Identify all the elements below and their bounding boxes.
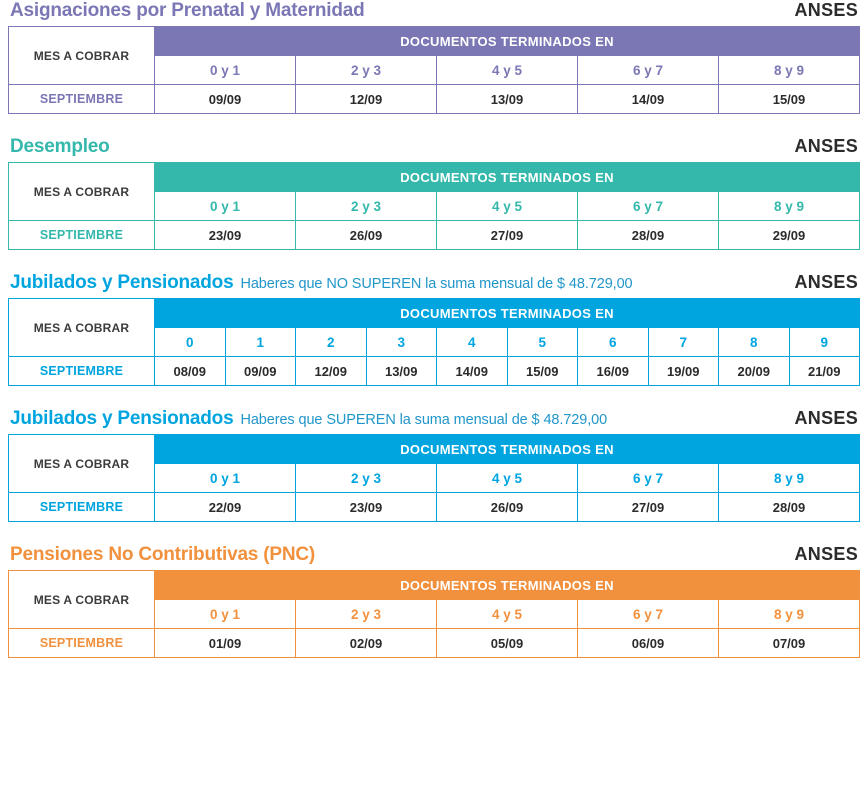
section-header-left xyxy=(10,0,365,22)
section-spacer xyxy=(0,250,868,272)
payment-date: 09/09 xyxy=(225,357,296,386)
payment-section xyxy=(0,544,868,658)
document-ending-digits: 8 y 9 xyxy=(719,192,860,221)
anses-logo: ANSES xyxy=(794,0,858,20)
documentos-terminados-header: DOCUMENTOS TERMINADOS EN xyxy=(155,571,860,600)
document-ending-digits: 7 xyxy=(648,328,719,357)
section-header xyxy=(8,408,860,434)
payment-date: 13/09 xyxy=(437,85,578,114)
document-ending-digits: 9 xyxy=(789,328,860,357)
document-ending-digits: 8 y 9 xyxy=(719,56,860,85)
document-ending-digits: 2 y 3 xyxy=(296,600,437,629)
section-title: Jubilados y Pensionados xyxy=(10,272,234,293)
anses-logo: ANSES xyxy=(794,408,858,428)
document-ending-digits: 4 y 5 xyxy=(437,464,578,493)
table-row xyxy=(9,435,860,464)
document-ending-digits: 6 y 7 xyxy=(578,56,719,85)
document-ending-digits: 0 y 1 xyxy=(155,600,296,629)
payment-date: 29/09 xyxy=(719,221,860,250)
document-ending-digits: 0 xyxy=(155,328,226,357)
document-ending-digits: 0 y 1 xyxy=(155,56,296,85)
document-ending-digits: 2 y 3 xyxy=(296,192,437,221)
payment-section xyxy=(0,0,868,114)
table-row xyxy=(9,163,860,192)
payment-date: 26/09 xyxy=(296,221,437,250)
section-spacer xyxy=(0,522,868,544)
section-header xyxy=(8,136,860,162)
payment-date: 28/09 xyxy=(578,221,719,250)
payment-date: 16/09 xyxy=(578,357,649,386)
payment-date: 05/09 xyxy=(437,629,578,658)
payment-date: 08/09 xyxy=(155,357,226,386)
document-ending-digits: 5 xyxy=(507,328,578,357)
document-ending-digits: 3 xyxy=(366,328,437,357)
document-ending-digits: 8 y 9 xyxy=(719,464,860,493)
section-spacer xyxy=(0,386,868,408)
mes-a-cobrar-header: MES A COBRAR xyxy=(9,299,155,357)
mes-a-cobrar-header: MES A COBRAR xyxy=(9,571,155,629)
table-row xyxy=(9,221,860,250)
section-subtitle: Haberes que SUPEREN la suma mensual de $ 48.729,00 xyxy=(240,412,608,428)
section-title: Pensiones No Contributivas (PNC) xyxy=(10,544,316,565)
payment-date: 28/09 xyxy=(719,493,860,522)
payment-section xyxy=(0,136,868,250)
documentos-terminados-header: DOCUMENTOS TERMINADOS EN xyxy=(155,435,860,464)
mes-a-cobrar-header: MES A COBRAR xyxy=(9,163,155,221)
document-ending-digits: 4 y 5 xyxy=(437,192,578,221)
section-header xyxy=(8,272,860,298)
payment-section xyxy=(0,272,868,386)
document-ending-digits: 8 xyxy=(719,328,790,357)
payment-date: 27/09 xyxy=(578,493,719,522)
section-title: Jubilados y Pensionados xyxy=(10,408,234,429)
mes-a-cobrar-value: SEPTIEMBRE xyxy=(9,629,155,658)
payment-date: 19/09 xyxy=(648,357,719,386)
payment-date: 13/09 xyxy=(366,357,437,386)
document-ending-digits: 6 y 7 xyxy=(578,464,719,493)
anses-logo: ANSES xyxy=(794,272,858,292)
section-header xyxy=(8,544,860,570)
document-ending-digits: 4 y 5 xyxy=(437,600,578,629)
payment-date: 23/09 xyxy=(155,221,296,250)
section-header-left xyxy=(10,272,633,294)
table-row xyxy=(9,629,860,658)
mes-a-cobrar-header: MES A COBRAR xyxy=(9,27,155,85)
payment-table xyxy=(8,434,860,522)
table-row xyxy=(9,85,860,114)
document-ending-digits: 4 y 5 xyxy=(437,56,578,85)
document-ending-digits: 6 y 7 xyxy=(578,192,719,221)
payment-table xyxy=(8,26,860,114)
table-row xyxy=(9,299,860,328)
payment-date: 09/09 xyxy=(155,85,296,114)
anses-logo: ANSES xyxy=(794,136,858,156)
payment-date: 12/09 xyxy=(296,357,367,386)
section-header xyxy=(8,0,860,26)
payment-date: 20/09 xyxy=(719,357,790,386)
table-row xyxy=(9,27,860,56)
document-ending-digits: 2 xyxy=(296,328,367,357)
mes-a-cobrar-value: SEPTIEMBRE xyxy=(9,85,155,114)
anses-logo: ANSES xyxy=(794,544,858,564)
payment-date: 07/09 xyxy=(719,629,860,658)
documentos-terminados-header: DOCUMENTOS TERMINADOS EN xyxy=(155,299,860,328)
section-header-left xyxy=(10,408,607,430)
payment-date: 14/09 xyxy=(578,85,719,114)
payment-date: 15/09 xyxy=(507,357,578,386)
documentos-terminados-header: DOCUMENTOS TERMINADOS EN xyxy=(155,163,860,192)
payment-date: 23/09 xyxy=(296,493,437,522)
table-row xyxy=(9,493,860,522)
payment-date: 26/09 xyxy=(437,493,578,522)
table-row xyxy=(9,571,860,600)
document-ending-digits: 0 y 1 xyxy=(155,464,296,493)
mes-a-cobrar-value: SEPTIEMBRE xyxy=(9,493,155,522)
payment-date: 12/09 xyxy=(296,85,437,114)
table-row xyxy=(9,357,860,386)
payment-table xyxy=(8,570,860,658)
payment-date: 01/09 xyxy=(155,629,296,658)
mes-a-cobrar-header: MES A COBRAR xyxy=(9,435,155,493)
payment-date: 02/09 xyxy=(296,629,437,658)
payment-date: 06/09 xyxy=(578,629,719,658)
document-ending-digits: 0 y 1 xyxy=(155,192,296,221)
document-ending-digits: 2 y 3 xyxy=(296,56,437,85)
section-title: Desempleo xyxy=(10,136,110,157)
section-header-left xyxy=(10,136,110,158)
document-ending-digits: 4 xyxy=(437,328,508,357)
payment-table xyxy=(8,162,860,250)
section-header-left xyxy=(10,544,315,566)
mes-a-cobrar-value: SEPTIEMBRE xyxy=(9,357,155,386)
mes-a-cobrar-value: SEPTIEMBRE xyxy=(9,221,155,250)
documentos-terminados-header: DOCUMENTOS TERMINADOS EN xyxy=(155,27,860,56)
section-spacer xyxy=(0,114,868,136)
payment-date: 14/09 xyxy=(437,357,508,386)
payment-date: 21/09 xyxy=(789,357,860,386)
section-subtitle: Haberes que NO SUPEREN la suma mensual de $ 48.729,00 xyxy=(240,276,633,292)
payment-section xyxy=(0,408,868,522)
payment-date: 27/09 xyxy=(437,221,578,250)
payment-table xyxy=(8,298,860,386)
document-ending-digits: 6 xyxy=(578,328,649,357)
payment-date: 15/09 xyxy=(719,85,860,114)
document-ending-digits: 6 y 7 xyxy=(578,600,719,629)
document-ending-digits: 1 xyxy=(225,328,296,357)
section-title: Asignaciones por Prenatal y Maternidad xyxy=(10,0,365,21)
payment-date: 22/09 xyxy=(155,493,296,522)
document-ending-digits: 2 y 3 xyxy=(296,464,437,493)
document-ending-digits: 8 y 9 xyxy=(719,600,860,629)
